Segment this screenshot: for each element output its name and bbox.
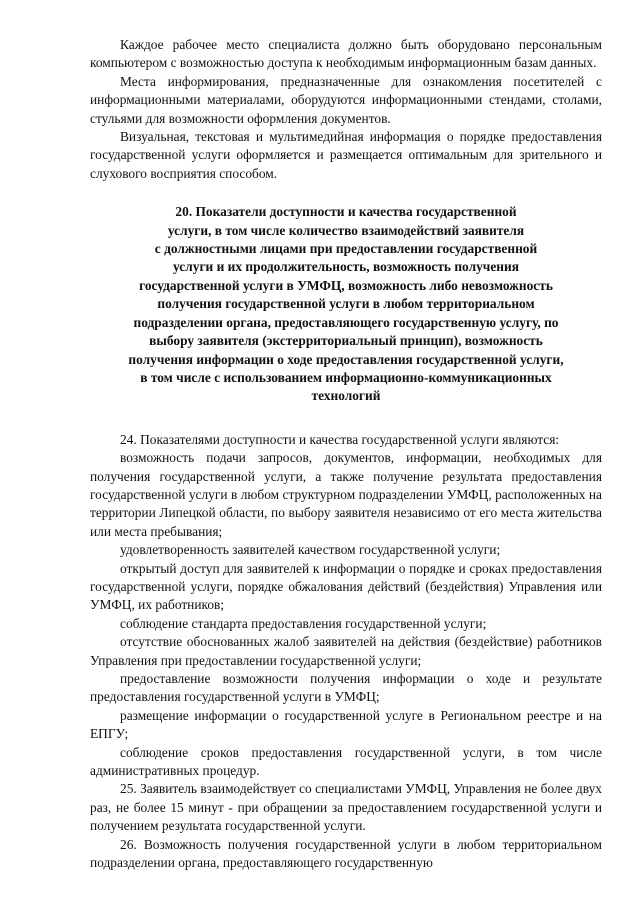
paragraph-item-24: 24. Показателями доступности и качества государственной услуги являются:: [120, 431, 560, 447]
list-item-submission-possibility: возможность подачи запросов, документов, информации, необходимых для получения государственной услуги, а также получение результата предоставления государственной услуги в любом структурном подразделении УМФЦ, расположенных на территории Липецкой области, по выбору заявителя независимо от его места жительства или места пребывания;: [90, 450, 602, 539]
heading-line: в том числе с использованием информационно-коммуникационных: [140, 369, 552, 385]
heading-line: подразделении органа, предоставляющего государственную услугу, по: [133, 314, 559, 330]
heading-line: государственной услуги в УМФЦ, возможность либо невозможность: [139, 277, 553, 293]
paragraph-item-26: 26. Возможность получения государственной услуги в любом территориальном подразделении органа, предоставляющего государственную: [90, 836, 602, 871]
paragraph-information-places: Места информирования, предназначенные для ознакомления посетителей с информационными материалами, оборудуются информационными стендами, столами, стульями для возможности оформления документов.: [90, 73, 602, 126]
list-item-deadline-compliance: соблюдение сроков предоставления государственной услуги, в том числе административных процедур.: [90, 744, 602, 779]
list-item-open-access: открытый доступ для заявителей к информации о порядке и сроках предоставления государственной услуги, порядке обжалования действий (бездействия) Управления или УМФЦ, их работников;: [90, 560, 602, 613]
heading-line: с должностными лицами при предоставлении государственной: [154, 241, 538, 257]
paragraph-visual-information: Визуальная, текстовая и мультимедийная информация о порядке предоставления государственной услуги оформляется и размещается оптимальным для зрительного и слухового восприятия способом.: [90, 129, 602, 181]
document-page: [90, 36, 602, 872]
list-item-registry-placement: размещение информации о государственной услуге в Региональном реестре и на ЕПГУ;: [90, 707, 602, 742]
section-heading: [90, 203, 602, 405]
list-item-progress-information: предоставление возможности получения информации о ходе и результате предоставления государственной услуги в УМФЦ;: [90, 671, 602, 705]
heading-line: получения государственной услуги в любом территориальном: [157, 296, 535, 312]
heading-line: выбору заявителя (экстерриториальный принцип), возможность: [149, 333, 543, 349]
list-item-standard-compliance: соблюдение стандарта предоставления государственной услуги;: [120, 615, 487, 631]
list-item-satisfaction: удовлетворенность заявителей качеством государственной услуги;: [120, 542, 501, 558]
heading-line: услуги и их продолжительность, возможность получения: [173, 259, 519, 275]
paragraph-workplace-equipment: Каждое рабочее место специалиста должно быть оборудовано персональным компьютером с возможностью доступа к необходимым информационным базам данных.: [90, 37, 602, 71]
list-item-no-complaints: отсутствие обоснованных жалоб заявителей на действия (бездействие) работников Управления при предоставлении государственной услуги;: [90, 634, 602, 668]
heading-line: получения информации о ходе предоставления государственной услуги,: [128, 351, 564, 367]
heading-line: услуги, в том числе количество взаимодействий заявителя: [167, 222, 525, 238]
heading-line: 20. Показатели доступности и качества государственной: [175, 204, 517, 220]
heading-line: технологий: [311, 388, 381, 404]
paragraph-item-25: 25. Заявитель взаимодействует со специалистами УМФЦ, Управления не более двух раз, не более 15 минут - при обращении за предоставлением государственной услуги и получением результата государственной услуги.: [90, 781, 602, 834]
